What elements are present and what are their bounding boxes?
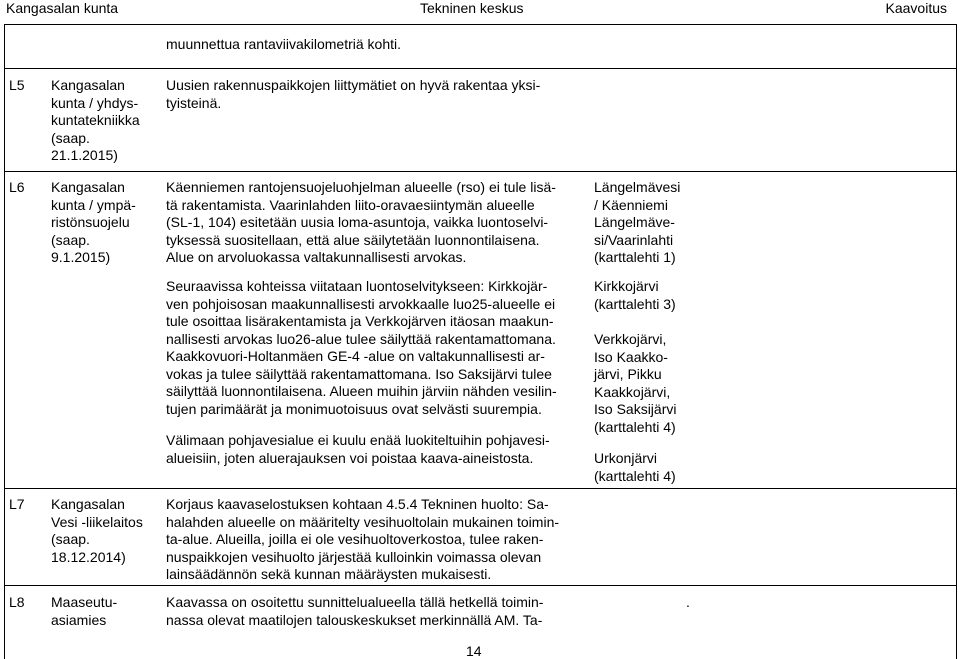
header-organization: Kangasalan kunta — [6, 0, 119, 16]
page-header — [0, 0, 960, 18]
row-separator-l5 — [4, 68, 956, 69]
page-number: 14 — [466, 643, 482, 659]
row-separator-l6 — [4, 171, 956, 172]
row-id-l8: L8 — [9, 594, 25, 610]
row-id-l7: L7 — [9, 496, 25, 512]
row-comment-l5: Uusien rakennuspaikkojen liittymätiet on hyvä rakentaa yksi- tyisteinä. — [166, 77, 541, 111]
row-sender-l7: Kangasalan Vesi -liikelaitos (saap. 18.12.2014) — [51, 496, 143, 565]
row-location-l6-part3: Urkonjärvi (karttalehti 4) — [594, 450, 676, 484]
row-id-l6: L6 — [9, 179, 25, 195]
row-comment-l7: Korjaus kaavaselostuksen kohtaan 4.5.4 Tekninen huolto: Sa- halahden alueelle on määritelty vesihuoltolain mukainen toimin- ta-alue. Alueilla, joilla ei ole vesihuoltoverkostoa, tulee raken- nuspaikkojen vesihuolto järjestää kulloinkin voimassa olevan lainsäädännön sekä kunnan määräysten mukaisesti. — [166, 496, 560, 582]
table-top-rule — [4, 24, 956, 25]
header-unit: Kaavoitus — [885, 0, 947, 16]
table-row-continuation-text: muunnettua rantaviivakilometriä kohti. — [166, 36, 402, 52]
row-separator-l8 — [4, 585, 956, 586]
row-comment-l6-part1: Käenniemen rantojensuojeluohjelman alueelle (rso) ei tule lisä- tä rakentamista. Vaarinlahden liito-oravaesiintymän alueelle (SL-1, 104) esitetään uusia loma-asuntoja, vaikka luontoselvi- tyksessä suositellaan, että alue säilytetään luonnontilaisena. Alue on arvoluokassa valtakunnallisesti arvokas. — [166, 179, 556, 265]
row-comment-l6-part2: Seuraavissa kohteissa viitataan luontoselvitykseen: Kirkkojär- ven pohjoisosan maakunnallisesti arvokkaalle luo25-alueelle ei tule osoittaa lisärakentamista ja Verkkojärven itäosan maakun- nallisesti arvokas luo26-alue tulee säilyttää rakentamattomana. Kaakkovuori-Holtanmäen GE-4 -alue on valtakunnallisesti ar- vokas ja tulee säilyttää rakentamattomana. Iso Saksijärvi tulee säilyttää luonnontilaisena. Alueen muihin järviin nähden vesilin- tujen parimäärät ja monimuotoisuus ovat selvästi suurempia. — [166, 278, 557, 417]
header-department: Tekninen keskus — [420, 0, 524, 16]
row-location-l6-part2a: Kirkkojärvi (karttalehti 3) — [594, 278, 676, 312]
row-location-l6-part2b: Verkkojärvi, Iso Kaakko- järvi, Pikku Kaakkojärvi, Iso Saksijärvi (karttalehti 4) — [594, 331, 677, 435]
row-location-l8: . — [686, 594, 690, 610]
row-sender-l6: Kangasalan kunta / ympä- ristönsuojelu (saap. 9.1.2015) — [51, 179, 136, 265]
row-separator-l7 — [4, 488, 956, 489]
row-comment-l8: Kaavassa on osoitettu sunnittelualueella tällä hetkellä toimin- nassa olevat maatilojen talouskeskukset merkinnällä AM. Ta- — [166, 594, 544, 628]
row-location-l6-part1: Längelmävesi / Käenniemi Längelmäve- si/Vaarinlahti (karttalehti 1) — [594, 179, 681, 265]
row-comment-l6-part3: Välimaan pohjavesialue ei kuulu enää luokiteltuihin pohjavesi- alueisiin, joten aluerajauksen voi poistaa kaava-aineistosta. — [166, 432, 550, 466]
row-id-l5: L5 — [9, 77, 25, 93]
row-sender-l5: Kangasalan kunta / yhdys- kuntatekniikka (saap. 21.1.2015) — [51, 77, 140, 163]
row-sender-l8: Maaseutu- asiamies — [51, 594, 118, 628]
